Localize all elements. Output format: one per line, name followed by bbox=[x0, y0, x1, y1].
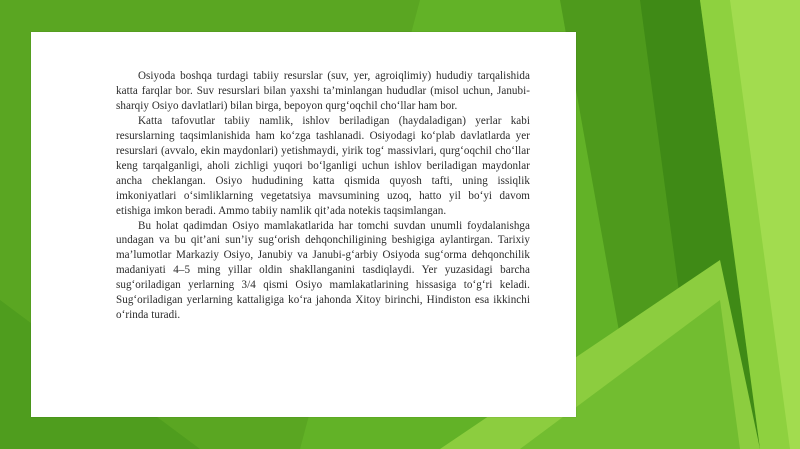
document-body bbox=[116, 69, 530, 323]
paragraph-3: Bu holat qadimdan Osiyo mamlakatlarida har tomchi suvdan unumli foydalanishga undagan va bu qit’ani sun’iy sug‘orish dehqonchiligining beshigiga aylantirgan. Tarixiy ma’lumotlar Markaziy Osiyo, Janubiy va Janubi-g‘arbiy Osiyoda sug‘orma dehqonchilik madaniyati 4–5 ming yillar oldin shakllanganini tasdiqlaydi. Yer yuzasidagi barcha sug‘oriladigan yerlarning 3/4 qismi Osiyo mamlakatlarining hissasiga to‘g‘ri keladi. Sug‘oriladigan yerlarning kattaligiga ko‘ra jahonda Xitoy birinchi, Hindiston esa ikkinchi o‘rinda turadi. bbox=[116, 219, 530, 322]
paragraph-1: Osiyoda boshqa turdagi tabiiy resurslar (suv, yer, agroiqlimiy) hududiy tarqalishida katta farqlar bor. Suv resurslari bilan yaxshi ta’minlangan hududlar (misol uchun, Janubi-sharqiy Osiyo davlatlari) bilan birga, bepoyon qurg‘oqchil cho‘llar ham bor. bbox=[116, 70, 530, 112]
document-page bbox=[31, 32, 576, 417]
paragraph-2: Katta tafovutlar tabiiy namlik, ishlov beriladigan (haydaladigan) yerlar kabi resurslarning taqsimlanishida ham ko‘zga tashlanadi. Osiyodagi ko‘plab davlatlarda yer resurslari (avvalo, ekin maydonlari) yetishmaydi, yirik tog‘ massivlari, qurg‘oqchil cho‘llar keng tarqalganligi, aholi zichligi yuqori bo‘lganligi uchun ishlov beriladigan maydonlar ancha cheklangan. Osiyo hududining katta qismida quyosh tafti, uning issiqlik imkoniyatlari o‘simliklarning vegetatsiya mavsumining uzoq, hatto yil bo‘yi davom etishiga imkon beradi. Ammo tabiiy namlik qit’ada notekis taqsimlangan. bbox=[116, 114, 530, 217]
